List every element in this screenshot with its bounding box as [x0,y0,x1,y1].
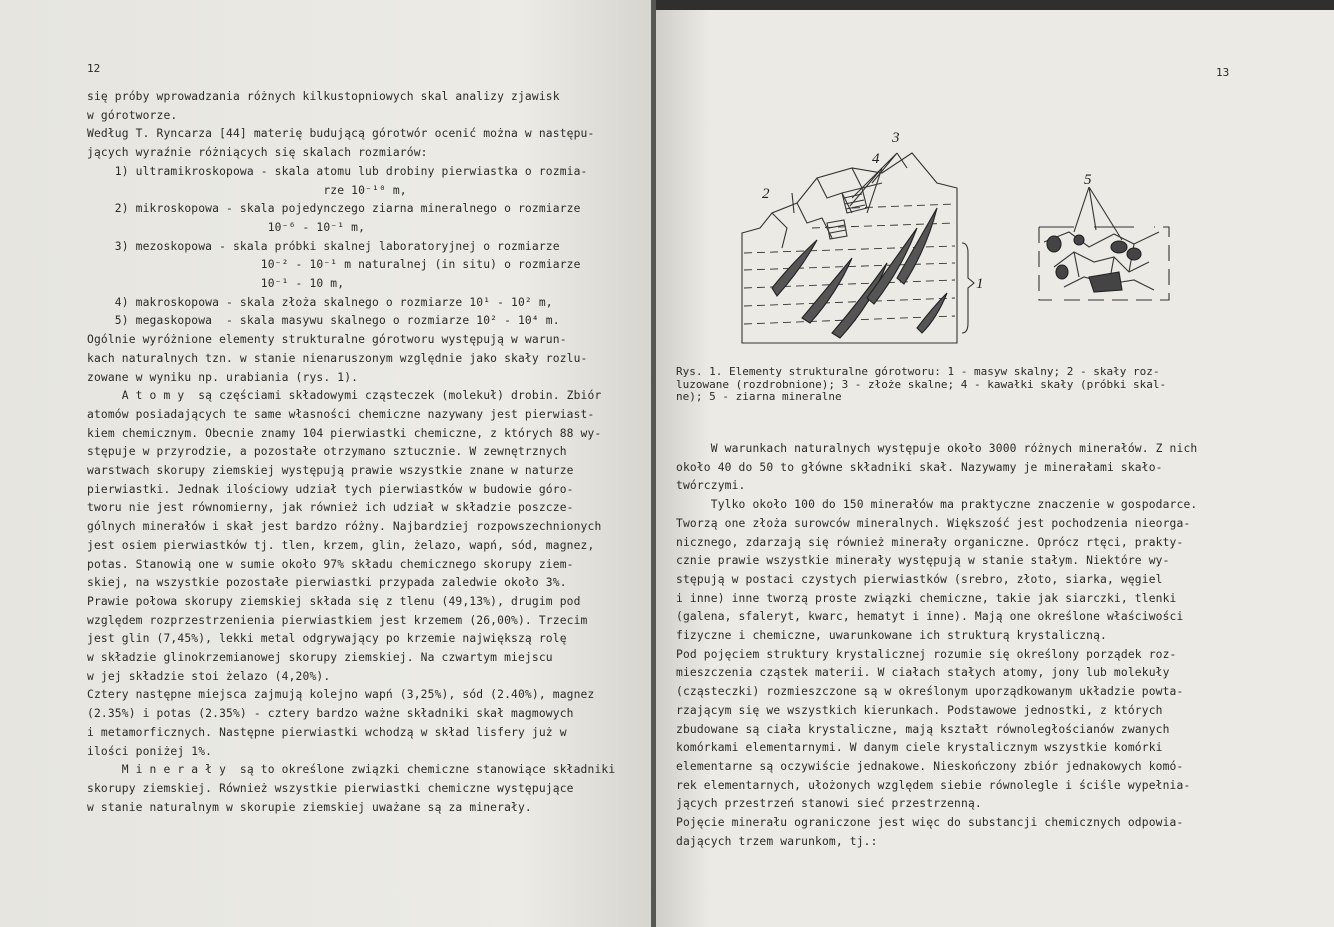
text-line: cznie prawie wszystkie minerały występują w stanie stałym. Niektóre wy- [676,554,1170,568]
text-line: zowane w wyniku np. urabiania (rys. 1). [87,370,359,384]
text-line: W warunkach naturalnych występuje około 3000 różnych minerałów. Z nich [676,442,1198,455]
text-line: jących przestrzeń stanowi sieć przestrzenną. [676,797,982,811]
text-line: i inne) inne tworzą proste związki chemiczne, takie jak siarczki, tlenki [676,591,1177,605]
label-1: 1 [976,276,984,292]
text-line: twórczymi. [676,479,746,493]
text-line: Cztery następne miejsca zajmują kolejno wapń (3,25%), sód (2.40%), magnez [87,688,595,702]
text-line: gólnych minerałów i skał jest bardzo różny. Najbardziej rozpowszechnionych [87,520,602,534]
text-line: stępują w postaci czystych pierwiastków (srebro, złoto, siarka, węgiel [676,572,1163,586]
figure-rock-structure [732,128,992,353]
text-line: zbudowane są ciała krystaliczne, mają kształt równoległościanów zwanych [676,722,1170,736]
text-line: potas. Stanowią one w sumie około 97% składu chemicznego skorupy ziem- [87,557,574,571]
text-line: się próby wprowadzania różnych kilkustopniowych skal analizy zjawisk [87,90,560,103]
caption-line: ne); 5 - ziarna mineralne [676,390,842,403]
text-line: jących wyraźnie różniących się skalach rozmiarów: [87,146,428,160]
text-line: w składzie glinokrzemianowej skorupy ziemskiej. Na czwartym miejscu [87,651,553,664]
text-line: względem rozprzestrzenienia pierwiastkiem jest krzemem (26,00%). Trzecim [87,613,588,627]
text-line: atomów posiadających te same własności chemiczne nazywany jest pierwiast- [87,407,595,421]
text-line: rzającym się we wszystkich kierunkach. Podstawowe jednostki, z których [676,703,1163,717]
text-line: Według T. Ryncarza [44] materię budującą górotwór ocenić można w następu- [87,127,595,141]
top-edge-shadow [656,0,1334,10]
text-line: Ogólnie wyróżnione elementy strukturalne górotworu występują w warun- [87,333,567,347]
text-line: dających trzem warunkom, tj.: [676,834,878,848]
text-line: skorupy ziemskiej. Również wszystkie pierwiastki chemiczne występujące [87,781,574,795]
left-page [0,0,652,927]
label-3: 3 [892,130,900,146]
label-2: 2 [762,186,770,202]
text-line: i metamorficznych. Następne pierwiastki wchodzą w skład lisfery już w [87,725,567,739]
label-4: 4 [872,151,880,167]
text-line: warstwach skorupy ziemskiej występują prawie wszystkie znane w naturze [87,464,574,477]
text-line: kiem chemicznym. Obecnie znamy 104 pierwiastki chemiczne, z których 88 wy- [87,426,602,440]
text-line: rek elementarnych, ułożonych względem siebie równolegle i ściśle wypełnia- [676,778,1191,792]
text-line: Tworzą one złoża surowców mineralnych. Większość jest pochodzenia nieorga- [676,516,1191,530]
text-line: 1) ultramikroskopowa - skala atomu lub drobiny pierwiastka o rozmia- [87,164,588,178]
text-line: 10⁻² - 10⁻¹ m naturalnej (in situ) o rozmiarze [87,258,581,272]
text-line: stępuje w przyrodzie, a pozostałe otrzymano sztucznie. W zewnętrznych [87,445,567,459]
text-line: jest osiem pierwiastków tj. tlen, krzem, glin, żelazo, wapń, sód, magnez, [87,538,595,552]
page-number: 13 [1216,66,1230,79]
page-number: 12 [87,62,101,75]
text-line: kach naturalnych tzn. w stanie nienaruszonym względnie jako skały rozlu- [87,351,588,365]
text-line: (galena, sfaleryt, kwarc, hematyt i inne). Mają one określone właściwości [676,610,1184,624]
text-line: w stanie naturalnym w skorupie ziemskiej uważane są za minerały. [87,800,532,814]
text-line: 10⁻¹ - 10 m, [87,277,345,290]
text-line: Prawie połowa skorupy ziemskiej składa się z tlenu (49,13%), drugim pod [87,594,581,608]
text-line: rze 10⁻¹⁰ m, [87,183,407,197]
text-line: tworu nie jest równomierny, jak również ich udział w składzie poszcze- [87,501,574,515]
text-line: elementarne są oczywiście jednakowe. Nieskończony zbiór jednakowych komó- [676,759,1184,773]
text-line: w górotworze. [87,108,178,122]
text-line: ilości poniżej 1%. [87,744,213,758]
text-line: (cząsteczki) rozmieszczone są w określonym uporządkowanym układzie powta- [676,685,1184,699]
text-line: 4) makroskopowa - skala złoża skalnego o rozmiarze 10¹ - 10² m, [87,295,553,309]
text-line: Tylko około 100 do 150 minerałów ma praktyczne znaczenie w gospodarce. [676,498,1198,512]
text-line: Pod pojęciem struktury krystalicznej rozumie się określony porządek roz- [676,647,1177,661]
text-line: 3) mezoskopowa - skala próbki skalnej laboratoryjnej o rozmiarze [87,239,560,253]
text-line: 2) mikroskopowa - skala pojedynczego ziarna mineralnego o rozmiarze [87,202,581,216]
caption-line: luzowane (rozdrobnione); 3 - złoże skalne; 4 - kawałki skały (próbki skal- [676,377,1167,391]
text-line: mieszczenia cząstek materii. W ciałach stałych atomy, jony lub molekuły [676,666,1170,680]
label-5: 5 [1084,172,1092,188]
text-line: 5) megaskopowa - skala masywu skalnego o rozmiarze 10² - 10⁴ m. [87,314,560,328]
right-page [656,0,1334,927]
text-line: jest glin (7,45%), lekki metal odgrywający po krzemie największą rolę [87,632,567,646]
text-line: skiej, na wszystkie pozostałe pierwiastki przypada zaledwie około 3%. [87,576,567,590]
text-line: fizyczne i chemiczne, uwarunkowane ich strukturą krystaliczną. [676,629,1107,642]
text-line: (2.35%) i potas (2.35%) - cztery bardzo ważne składniki skał magmowych [87,707,574,721]
text-line: pierwiastki. Jednak ilościowy udział tych pierwiastków w budowie góro- [87,482,574,496]
text-line: komórkami elementarnymi. W danym ciele krystalicznym wszystkie komórki [676,741,1163,755]
text-line: Pojęcie minerału ograniczone jest więc do substancji chemicznych odpowia- [676,816,1184,829]
text-line: 10⁻⁶ - 10⁻¹ m, [87,220,366,234]
figure-caption [676,366,1166,404]
text-line: około 40 do 50 to główne składniki skał. Nazywamy je minerałami skało- [676,460,1163,474]
text-line: A t o m y są częściami składowymi cząsteczek (molekuł) drobin. Zbiór [87,389,602,403]
text-line: nicznego, zdarzają się również minerały organiczne. Oprócz rtęci, prakty- [676,535,1184,549]
caption-line: Rys. 1. Elementy strukturalne górotworu: 1 - masyw skalny; 2 - skały roz- [676,365,1160,378]
text-line: w jej składzie stoi żelazo (4,20%). [87,669,331,683]
text-line: M i n e r a ł y są to określone związki chemiczne stanowiące składniki [87,763,616,777]
figure-mineral-grains [1034,172,1174,307]
